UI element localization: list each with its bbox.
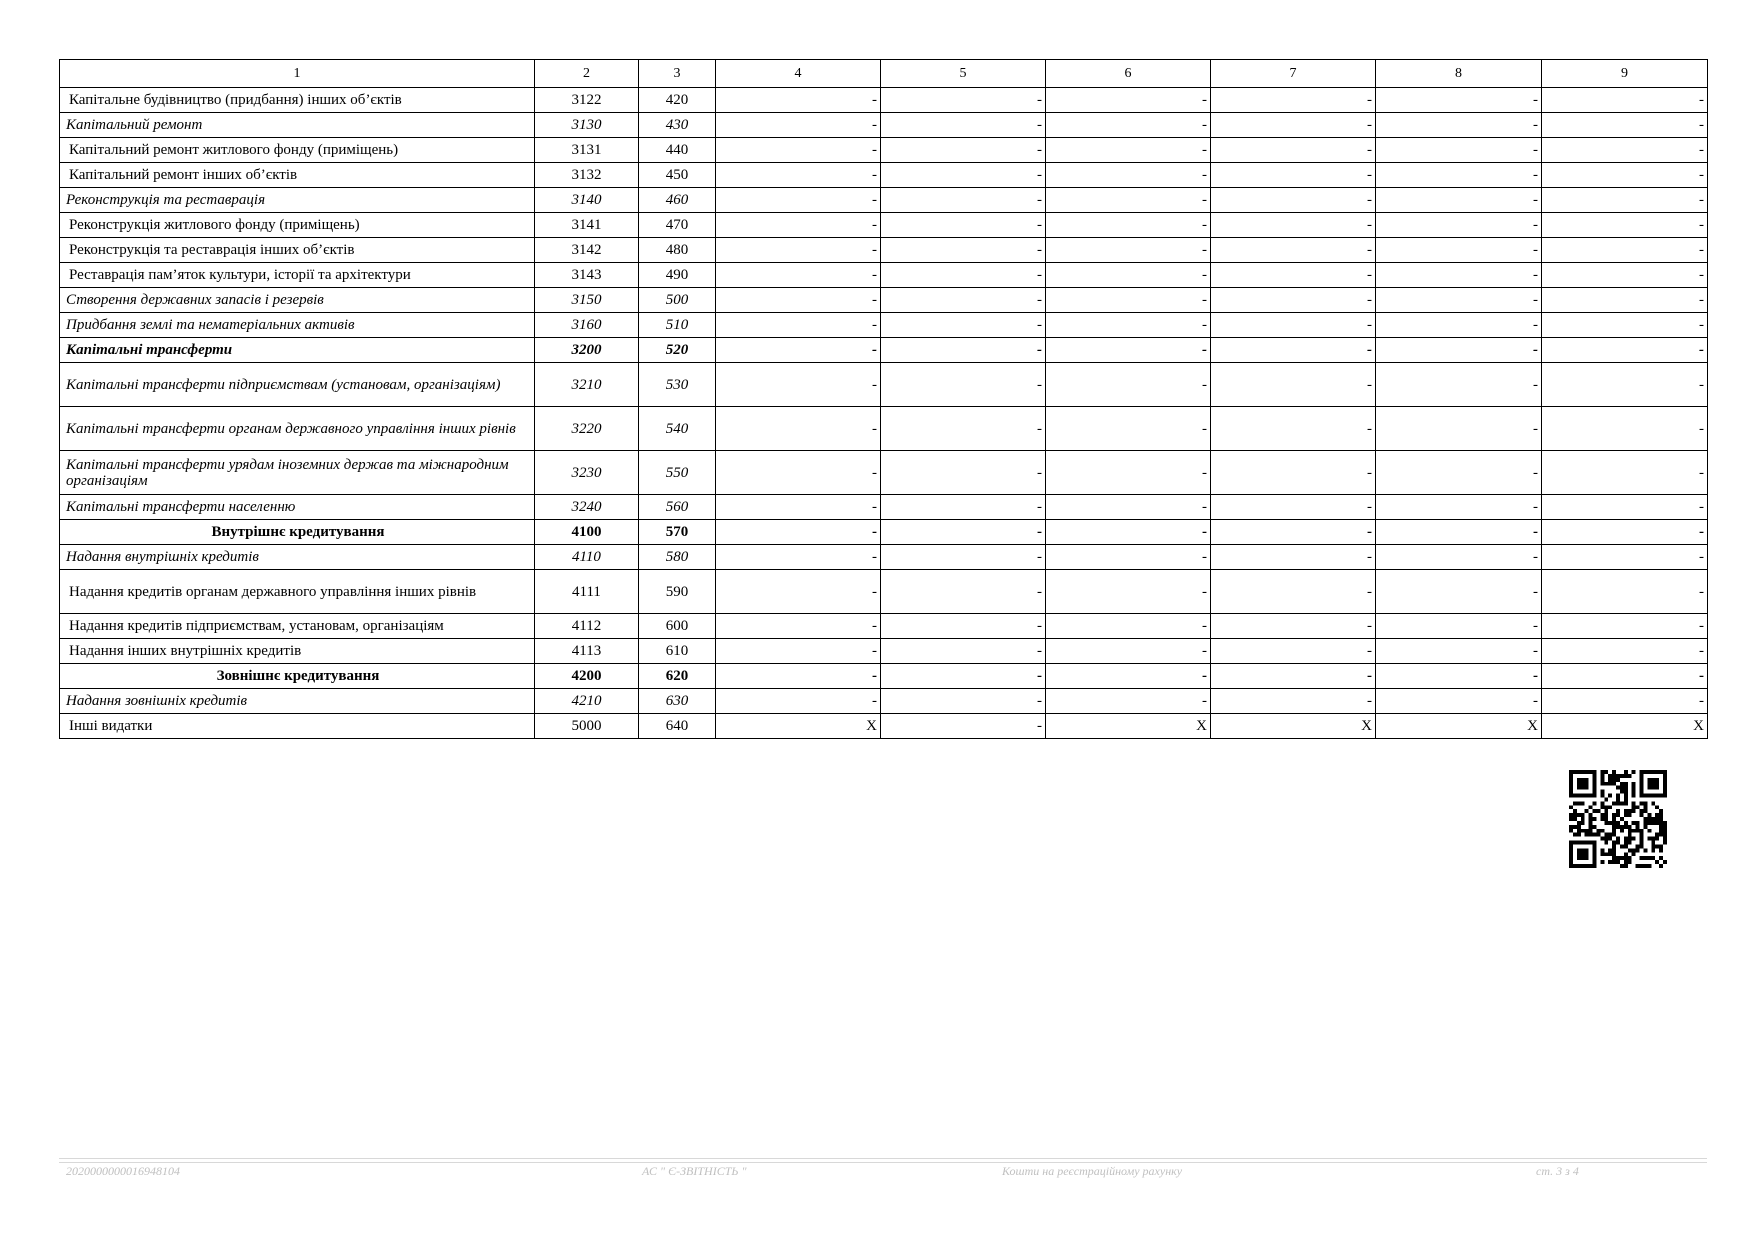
value-cell: - [716,639,881,664]
row-name-cell: Надання кредитів підприємствам, установам, організаціям [60,614,535,639]
value-cell: - [1376,163,1542,188]
value-cell: - [716,495,881,520]
value-cell: - [716,288,881,313]
value-cell: - [1046,689,1211,714]
value-cell: - [1542,188,1708,213]
table-row [60,313,1708,338]
value-cell: - [1211,570,1376,614]
value-cell: - [881,407,1046,451]
value-cell: - [1211,363,1376,407]
row-number-cell: 600 [639,614,716,639]
table-row [60,407,1708,451]
value-cell: - [881,88,1046,113]
row-code-cell: 3143 [535,263,639,288]
row-code-cell: 3210 [535,363,639,407]
column-header: 5 [881,60,1046,88]
row-number-cell: 640 [639,714,716,739]
row-number-cell: 530 [639,363,716,407]
row-number-cell: 610 [639,639,716,664]
column-header: 7 [1211,60,1376,88]
table-row [60,238,1708,263]
row-code-cell: 3122 [535,88,639,113]
value-cell: - [716,138,881,163]
value-cell: - [1046,238,1211,263]
value-cell: - [1376,664,1542,689]
row-number-cell: 420 [639,88,716,113]
value-cell: - [881,570,1046,614]
value-cell: - [1211,338,1376,363]
value-cell: - [1046,263,1211,288]
row-code-cell: 4210 [535,689,639,714]
value-cell: - [1376,288,1542,313]
value-cell: - [1046,363,1211,407]
value-cell: - [881,520,1046,545]
row-name-cell: Надання інших внутрішніх кредитів [60,639,535,664]
value-cell: - [1046,664,1211,689]
table-row [60,451,1708,495]
row-number-cell: 620 [639,664,716,689]
value-cell: - [1046,407,1211,451]
value-cell: - [1211,407,1376,451]
row-name-cell: Придбання землі та нематеріальних активів [60,313,535,338]
value-cell: - [881,451,1046,495]
value-cell: - [1376,689,1542,714]
row-code-cell: 3131 [535,138,639,163]
value-cell: - [1046,288,1211,313]
row-name-cell: Надання кредитів органам державного управління інших рівнів [60,570,535,614]
value-cell: - [1376,88,1542,113]
value-cell: - [881,188,1046,213]
table-row [60,288,1708,313]
value-cell: - [1376,263,1542,288]
value-cell: - [1046,495,1211,520]
row-name-cell: Реставрація пам’яток культури, історії та архітектури [60,263,535,288]
row-code-cell: 3220 [535,407,639,451]
value-cell: - [1211,451,1376,495]
row-number-cell: 450 [639,163,716,188]
table-row [60,188,1708,213]
value-cell: - [1542,639,1708,664]
value-cell: - [1046,614,1211,639]
table-row [60,545,1708,570]
value-cell: - [1542,570,1708,614]
row-name-cell: Реконструкція та реставрація інших об’єктів [60,238,535,263]
row-number-cell: 430 [639,113,716,138]
value-cell: - [1211,238,1376,263]
value-cell: - [716,363,881,407]
row-code-cell: 3240 [535,495,639,520]
qr-code [1569,770,1667,868]
value-cell: - [881,138,1046,163]
table-row [60,88,1708,113]
value-cell: - [716,113,881,138]
value-cell: - [716,338,881,363]
table-row [60,263,1708,288]
value-cell: - [1542,138,1708,163]
table-row [60,689,1708,714]
value-cell: - [716,614,881,639]
value-cell: - [1376,138,1542,163]
value-cell: - [1376,639,1542,664]
value-cell: - [881,313,1046,338]
value-cell: - [1376,451,1542,495]
value-cell: - [881,689,1046,714]
row-name-cell: Зовнішнє кредитування [60,664,535,689]
table-row [60,639,1708,664]
column-header: 1 [60,60,535,88]
value-cell: - [881,639,1046,664]
value-cell: - [1211,138,1376,163]
value-cell: - [1046,545,1211,570]
row-code-cell: 4200 [535,664,639,689]
row-number-cell: 480 [639,238,716,263]
table-row [60,213,1708,238]
value-cell: - [1542,614,1708,639]
row-number-cell: 460 [639,188,716,213]
value-cell: - [1211,213,1376,238]
row-number-cell: 550 [639,451,716,495]
value-cell: - [1376,570,1542,614]
value-cell: - [1046,570,1211,614]
value-cell: - [1376,188,1542,213]
value-cell: X [716,714,881,739]
table-row [60,614,1708,639]
table-row [60,714,1708,739]
row-code-cell: 3160 [535,313,639,338]
row-name-cell: Створення державних запасів і резервів [60,288,535,313]
value-cell: - [716,689,881,714]
value-cell: - [1046,138,1211,163]
value-cell: - [881,495,1046,520]
value-cell: - [1211,614,1376,639]
value-cell: - [881,714,1046,739]
value-cell: - [1376,407,1542,451]
value-cell: X [1376,714,1542,739]
row-name-cell: Надання зовнішніх кредитів [60,689,535,714]
row-number-cell: 580 [639,545,716,570]
value-cell: - [1046,520,1211,545]
value-cell: - [1376,213,1542,238]
row-name-cell: Капітальні трансферти органам державного управління інших рівнів [60,407,535,451]
value-cell: - [1046,639,1211,664]
row-number-cell: 540 [639,407,716,451]
row-code-cell: 4113 [535,639,639,664]
value-cell: - [1542,288,1708,313]
row-name-cell: Капітальні трансферти [60,338,535,363]
value-cell: - [1211,188,1376,213]
value-cell: - [1046,313,1211,338]
value-cell: - [1046,213,1211,238]
value-cell: - [1211,545,1376,570]
value-cell: - [716,263,881,288]
column-header: 8 [1376,60,1542,88]
row-code-cell: 5000 [535,714,639,739]
value-cell: X [1542,714,1708,739]
footer-divider [59,1158,1707,1159]
value-cell: - [1211,313,1376,338]
row-number-cell: 440 [639,138,716,163]
value-cell: - [881,238,1046,263]
row-name-cell: Капітальні трансферти населенню [60,495,535,520]
value-cell: - [1046,338,1211,363]
row-name-cell: Реконструкція та реставрація [60,188,535,213]
footer-form-name: Кошти на реєстраційному рахунку [1002,1164,1183,1178]
row-code-cell: 3140 [535,188,639,213]
value-cell: - [1046,88,1211,113]
value-cell: - [1542,407,1708,451]
value-cell: - [1542,163,1708,188]
report-table [59,59,1708,739]
value-cell: - [881,163,1046,188]
footer-system-name: АС " Є-ЗВІТНІСТЬ " [642,1164,747,1178]
row-name-cell: Інші видатки [60,714,535,739]
value-cell: - [1211,163,1376,188]
table-row [60,664,1708,689]
column-header: 4 [716,60,881,88]
value-cell: - [716,163,881,188]
row-name-cell: Капітальний ремонт житлового фонду (приміщень) [60,138,535,163]
value-cell: - [1542,664,1708,689]
value-cell: - [1376,238,1542,263]
row-name-cell: Капітальний ремонт [60,113,535,138]
row-number-cell: 630 [639,689,716,714]
footer-doc-id: 2020000000016948104 [66,1164,180,1178]
value-cell: - [716,451,881,495]
value-cell: - [1046,188,1211,213]
value-cell: - [716,313,881,338]
footer-divider [59,1162,1707,1163]
value-cell: - [1046,113,1211,138]
row-number-cell: 520 [639,338,716,363]
row-code-cell: 3132 [535,163,639,188]
value-cell: - [716,238,881,263]
row-name-cell: Внутрішнє кредитування [60,520,535,545]
value-cell: - [1376,495,1542,520]
value-cell: - [1542,238,1708,263]
value-cell: - [1542,689,1708,714]
row-code-cell: 3141 [535,213,639,238]
column-header: 6 [1046,60,1211,88]
row-name-cell: Реконструкція житлового фонду (приміщень) [60,213,535,238]
value-cell: - [1542,213,1708,238]
row-name-cell: Капітальні трансферти урядам іноземних держав та міжнародним організаціям [60,451,535,495]
row-name-cell: Капітальне будівництво (придбання) інших об’єктів [60,88,535,113]
value-cell: - [716,88,881,113]
value-cell: X [1211,714,1376,739]
value-cell: - [1046,163,1211,188]
value-cell: - [716,570,881,614]
value-cell: - [1542,451,1708,495]
value-cell: - [1211,689,1376,714]
value-cell: - [881,213,1046,238]
row-code-cell: 3130 [535,113,639,138]
row-number-cell: 570 [639,520,716,545]
table-row [60,495,1708,520]
value-cell: - [1542,338,1708,363]
table-row [60,570,1708,614]
value-cell: - [716,545,881,570]
value-cell: - [1542,520,1708,545]
value-cell: - [716,520,881,545]
value-cell: - [716,664,881,689]
value-cell: - [881,288,1046,313]
footer-page-number: ст. 3 з 4 [1536,1164,1579,1178]
value-cell: - [1376,545,1542,570]
row-code-cell: 3230 [535,451,639,495]
row-number-cell: 500 [639,288,716,313]
column-header: 9 [1542,60,1708,88]
row-name-cell: Капітальний ремонт інших об’єктів [60,163,535,188]
row-name-cell: Надання внутрішніх кредитів [60,545,535,570]
column-header: 3 [639,60,716,88]
value-cell: - [1542,313,1708,338]
table-row [60,113,1708,138]
value-cell: - [881,338,1046,363]
value-cell: - [881,614,1046,639]
value-cell: - [1211,288,1376,313]
row-number-cell: 590 [639,570,716,614]
value-cell: - [1542,545,1708,570]
row-number-cell: 510 [639,313,716,338]
value-cell: - [881,545,1046,570]
table-row [60,338,1708,363]
row-code-cell: 3200 [535,338,639,363]
value-cell: - [1376,338,1542,363]
value-cell: X [1046,714,1211,739]
value-cell: - [1211,639,1376,664]
value-cell: - [1542,363,1708,407]
row-code-cell: 4100 [535,520,639,545]
value-cell: - [1211,263,1376,288]
row-code-cell: 3142 [535,238,639,263]
row-code-cell: 4111 [535,570,639,614]
row-number-cell: 560 [639,495,716,520]
table-row [60,138,1708,163]
value-cell: - [1376,363,1542,407]
value-cell: - [716,213,881,238]
value-cell: - [1542,495,1708,520]
column-header: 2 [535,60,639,88]
value-cell: - [1376,614,1542,639]
value-cell: - [1211,520,1376,545]
value-cell: - [881,113,1046,138]
value-cell: - [1211,495,1376,520]
row-name-cell: Капітальні трансферти підприємствам (установам, організаціям) [60,363,535,407]
value-cell: - [1376,520,1542,545]
value-cell: - [1542,113,1708,138]
value-cell: - [716,407,881,451]
row-number-cell: 470 [639,213,716,238]
row-number-cell: 490 [639,263,716,288]
row-code-cell: 4112 [535,614,639,639]
value-cell: - [1211,664,1376,689]
row-code-cell: 3150 [535,288,639,313]
value-cell: - [1211,113,1376,138]
value-cell: - [881,263,1046,288]
value-cell: - [1376,313,1542,338]
value-cell: - [1542,263,1708,288]
value-cell: - [1542,88,1708,113]
table-header-row [60,60,1708,88]
value-cell: - [716,188,881,213]
value-cell: - [881,363,1046,407]
value-cell: - [1046,451,1211,495]
table-row [60,520,1708,545]
row-code-cell: 4110 [535,545,639,570]
value-cell: - [1376,113,1542,138]
table-row [60,163,1708,188]
table-row [60,363,1708,407]
value-cell: - [881,664,1046,689]
value-cell: - [1211,88,1376,113]
